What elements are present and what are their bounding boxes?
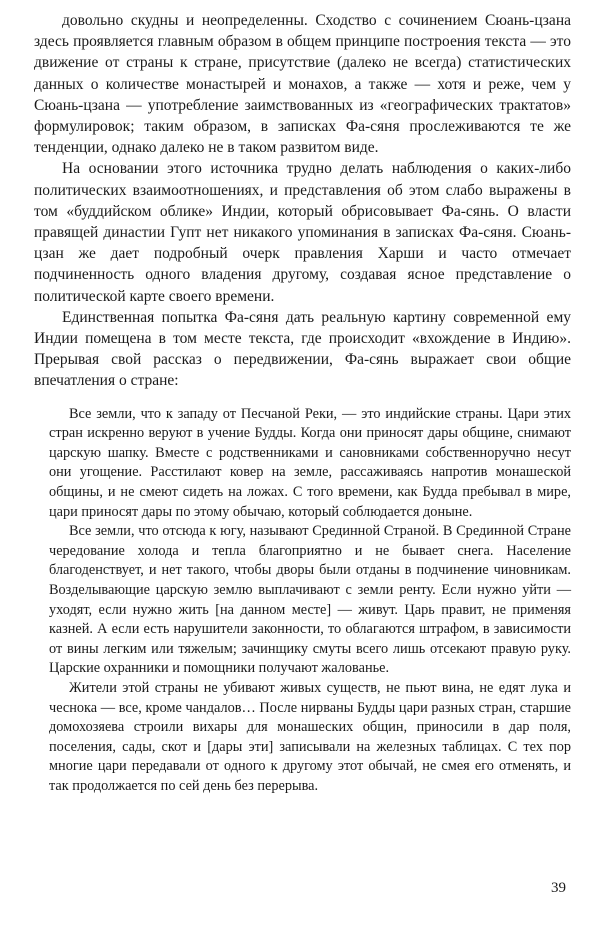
block-quote: [34, 405, 571, 797]
page-number: 39: [551, 880, 566, 896]
paragraph: На основании этого источника трудно делать наблюдения о каких-либо политических взаимоотношениях, и представления об этом слабо выражены в том «буддийском облике» Индии, который обрисовывает Фа-сянь. О власти правящей династии Гупт нет никакого упоминания в записках Фа-сяня. Сюань-цзан же дает подробный очерк правления Харши и часто отмечает подчиненность одного владения другому, создавая ясное представление о политической карте своего времени.: [34, 160, 571, 305]
quote-paragraph: Жители этой страны не убивают живых существ, не пьют вина, не едят лука и чеснока — все, кроме чандалов… После нирваны Будды цари разных стран, старшие домохозяева строили вихары для монашеских общин, приносили в дар поля, поселения, сады, скот и [дары эти] записывали на железных таблицах. С тех пор многие цари передавали от одного к другому этот обычай, не смея его отменять, и так продолжается по сей день без перерыва.: [49, 679, 571, 794]
main-text: [34, 10, 571, 392]
paragraph: Единственная попытка Фа-сяня дать реальную картину современной ему Индии помещена в том месте текста, где происходит «вхождение в Индию». Прерывая свой рассказ о передвижении, Фа-сянь выражает свои общие впечатления о стране:: [34, 308, 571, 390]
quote-paragraph: Все земли, что к западу от Песчаной Реки, — это индийские страны. Цари этих стран искренно веруют в учение Будды. Когда они приносят дары общине, снимают царскую шапку. Вместе с родственниками и сановниками собственноручно несут они угощение. Расстилают ковер на земле, рассаживаясь напротив монашеской общины, и не смеют сидеть на ложах. С того времени, как Будда пребывал в мире, цари приносят дары по этому обычаю, который соблюдается доныне.: [49, 405, 571, 520]
quote-paragraph: Все земли, что отсюда к югу, называют Срединной Страной. В Срединной Стране чередование холода и тепла благоприятно и не бывает снега. Население благоденствует, и нет такого, чтобы дворы были отданы в подчинение чиновникам. Возделывающие царскую землю выплачивают с земли ренту. Если нужно уйти — уходят, если нужно жить [на данном месте] — живут. Царь правит, не применяя казней. А если есть нарушители законности, то облагаются штрафом, в зависимости от вины легким или тяжелым; зачинщику смуты всего лишь отсекают правую руку. Царские охранники и помощники получают жалованье.: [49, 523, 571, 677]
paragraph: довольно скудны и неопределенны. Сходство с сочинением Сюань-цзана здесь проявляется главным образом в общем принципе построения текста — это движение от страны к стране, присутствие (далеко не всегда) статистических данных о количестве монастырей и монахов, а также — хотя и реже, чем у Сюань-цзана — употребление заимствованных из «географических трактатов» формулировок; таким образом, в записках Фа-сяня прослеживаются те же тенденции, однако далеко не в таком развитом виде.: [34, 12, 571, 157]
page-body: [34, 10, 571, 797]
